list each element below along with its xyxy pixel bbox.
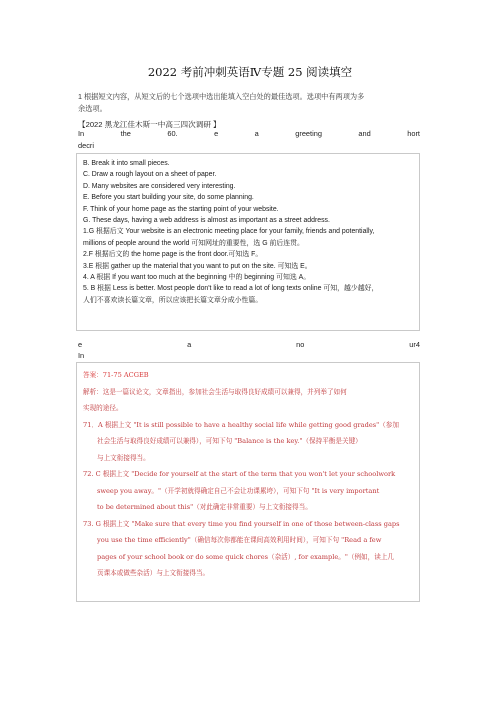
page-title: 2022 考前冲刺英语Ⅳ专题 25 阅读填空 bbox=[147, 65, 353, 79]
explanation-line: 4. A 根据 If you want too much at the beginning 中的 beginning 可知选 A。 bbox=[83, 274, 311, 282]
scattered-word: In bbox=[78, 129, 85, 138]
analysis-line: pages of your school book or do some quick chores（杂活）, for example。"（例如，读上几 bbox=[97, 552, 395, 561]
answer-key: 答案：71-75 ACGEB bbox=[83, 371, 149, 379]
scattered-word-single-1: decri bbox=[78, 141, 95, 150]
analysis-line: 与上文衔接得当。 bbox=[97, 453, 150, 462]
scattered-word: and bbox=[358, 129, 371, 138]
option-line: G. These days, having a web address is almost as important as a street address. bbox=[83, 217, 330, 225]
explanation-line: 1.G 根据后文 Your website is an electronic meeting place for your family, friends and potentially, bbox=[83, 228, 375, 236]
analysis-line: you use the time efficiently"（确信每次你都能在课间高效利用时间），可知下句 "Read a few bbox=[97, 536, 382, 544]
option-line: D. Many websites are considered very interesting. bbox=[83, 182, 236, 190]
scattered-word: a bbox=[187, 340, 192, 349]
analysis-line: to be determined about this"（对此确定非常重要）与上文衔接得当。 bbox=[97, 503, 312, 511]
analysis-line: 社会生活与取得良好成绩可以兼得），可知下句 "Balance is the key."（保持平衡是关键） bbox=[97, 437, 362, 445]
scattered-word: 60. bbox=[167, 129, 178, 138]
analysis-line: 解析：这是一篇议论文，文章指出，参加社会生活与取得良好成绩可以兼得，并列举了如何 bbox=[83, 387, 347, 396]
analysis-line: sweep you away。"（开学初就得确定自己不会让功课累垮），可知下句 "It is very important bbox=[97, 486, 380, 495]
explanation-line: millions of people around the world 可知网址的重要性，选 G 前后连贯。 bbox=[83, 239, 304, 247]
scattered-word: e bbox=[78, 340, 83, 349]
options-explanation-box bbox=[76, 153, 420, 331]
option-line: B. Break it into small pieces. bbox=[83, 160, 170, 167]
source-label: 【2022 黑龙江佳木斯一中高三四次调研 】 bbox=[78, 120, 221, 129]
instructions bbox=[78, 91, 398, 115]
scattered-word: hort bbox=[407, 129, 420, 138]
option-line: E. Before you start building your site, do some planning. bbox=[83, 194, 254, 202]
scattered-word-single-2: In bbox=[78, 351, 85, 360]
explanation-line: 2.F 根据后文的 the home page is the front door.可知选 F。 bbox=[83, 251, 263, 259]
instructions-line-2: 余选项。 bbox=[78, 104, 107, 113]
explanation-line: 人们不喜欢读长篇文章，所以应该把长篇文章分成小性篇。 bbox=[83, 296, 263, 304]
scattered-word: the bbox=[120, 129, 131, 138]
answer-analysis-box bbox=[76, 362, 420, 602]
analysis-line: 页课本或做些杂活）与上文衔接得当。 bbox=[97, 569, 210, 577]
option-line: C. Draw a rough layout on a sheet of paper. bbox=[83, 171, 217, 179]
analysis-line: 73. G 根据上文 "Make sure that every time you find yourself in one of those between-class gaps bbox=[83, 519, 400, 528]
analysis-line: 71．A 根据上文 "It is still possible to have a healthy social life while getting good grades"（参加 bbox=[83, 420, 399, 429]
instructions-line-1: 1 根据短文内容，从短文后的七个选项中选出能填入空白处的最佳选项。选项中有两项为多 bbox=[78, 92, 365, 101]
scattered-text-line-2 bbox=[78, 340, 420, 349]
scattered-word: ur4 bbox=[409, 340, 420, 349]
option-line: F. Think of your home page as the starting point of your website. bbox=[83, 205, 279, 213]
analysis-line: 实现的途径。 bbox=[83, 404, 123, 412]
scattered-word: no bbox=[296, 340, 305, 349]
explanation-line: 3.E 根据 gather up the material that you want to put on the site. 可知选 E。 bbox=[83, 262, 312, 270]
scattered-word: e bbox=[214, 129, 219, 138]
scattered-text-line-1 bbox=[78, 129, 420, 138]
scattered-word: greeting bbox=[295, 129, 322, 138]
explanation-line: 5. B 根据 Less is better. Most people don't like to read a lot of long texts online 可知，越少越好， bbox=[83, 285, 379, 293]
scattered-word: a bbox=[254, 129, 259, 138]
analysis-line: 72. C 根据上文 "Decide for yourself at the start of the term that you won't let your schoolwork bbox=[83, 470, 396, 478]
